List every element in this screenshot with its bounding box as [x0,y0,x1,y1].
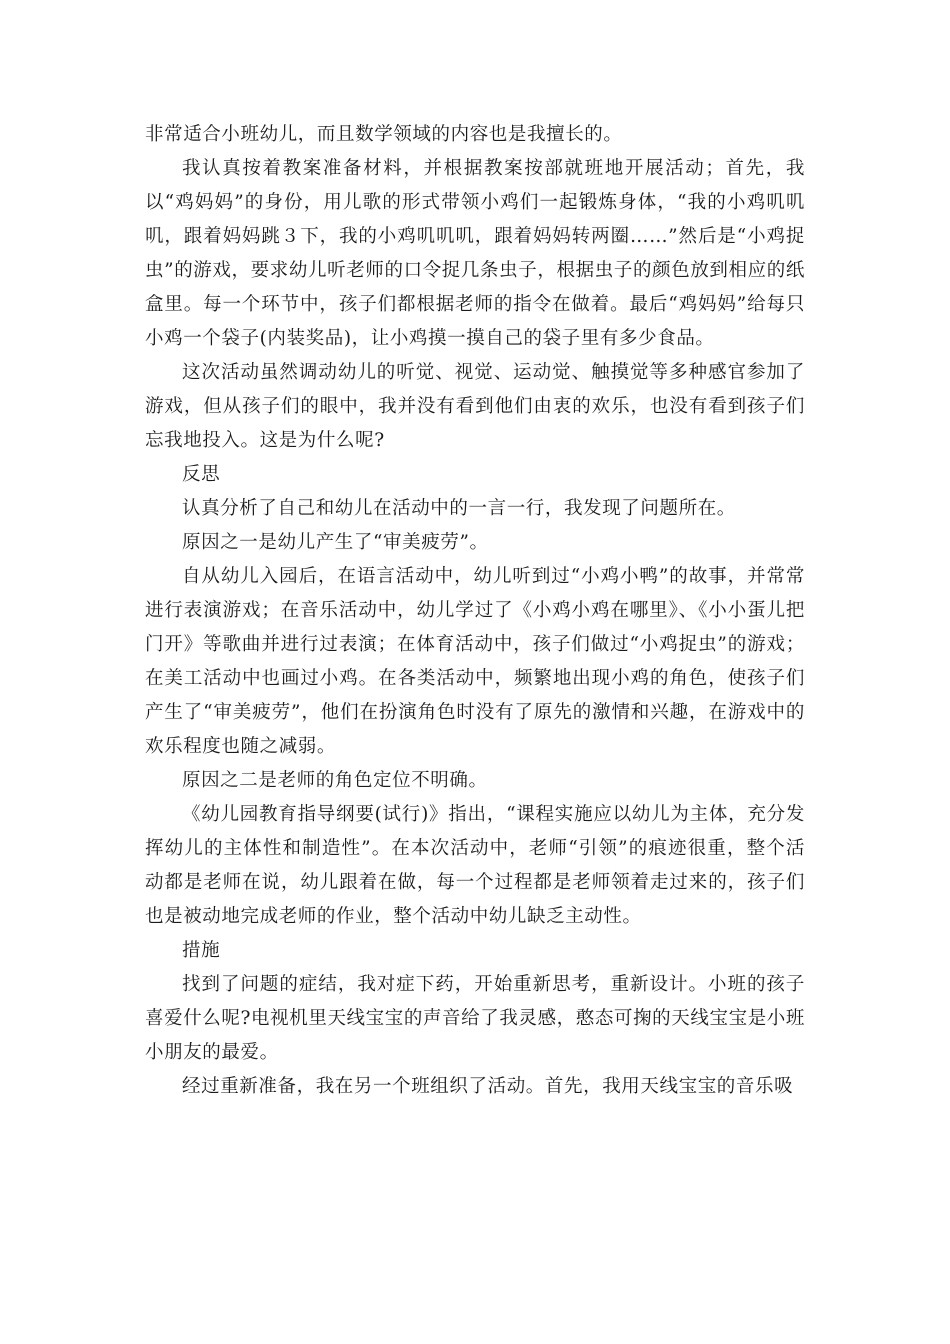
section-heading-reflection: 反思 [182,464,221,485]
paragraph-3: 这次活动虽然调动幼儿的听觉、视觉、运动觉、触摸觉等多种感官参加了游戏，但从孩子们的眼中，我并没有看到他们由衷的欢乐，也没有看到孩子们忘我地投入。这是为什么呢? [145,362,805,451]
paragraph-11: 找到了问题的症结，我对症下药，开始重新思考，重新设计。小班的孩子喜爱什么呢?电视机里天线宝宝的声音给了我灵感，憨态可掬的天线宝宝是小班小朋友的最爱。 [145,974,805,1063]
paragraph-9: 《幼儿园教育指导纲要(试行)》指出，“课程实施应以幼儿为主体，充分发挥幼儿的主体性和制造性”。在本次活动中，老师“引领”的痕迹很重，整个活动都是老师在说，幼儿跟着在做，每一个过程都是老师领着走过来的，孩子们也是被动地完成老师的作业，整个活动中幼儿缺乏主动性。 [145,804,805,927]
paragraph-5: 认真分析了自己和幼儿在活动中的一言一行，我发现了问题所在。 [182,498,736,519]
paragraph-6: 原因之一是幼儿产生了“审美疲劳”。 [182,532,489,553]
document-page [145,118,805,1104]
section-heading-measures: 措施 [182,940,221,961]
paragraph-2: 我认真按着教案准备材料，并根据教案按部就班地开展活动；首先，我以“鸡妈妈”的身份，用儿歌的形式带领小鸡们一起锻炼身体，“我的小鸡叽叽叽，跟着妈妈跳３下，我的小鸡叽叽叽，跟着妈妈转两圈……”然后是“小鸡捉虫”的游戏，要求幼儿听老师的口令捉几条虫子，根据虫子的颜色放到相应的纸盒里。每一个环节中，孩子们都根据老师的指令在做着。最后“鸡妈妈”给每只小鸡一个袋子(内装奖品)，让小鸡摸一摸自己的袋子里有多少食品。 [145,158,805,349]
paragraph-7: 自从幼儿入园后，在语言活动中，幼儿听到过“小鸡小鸭”的故事，并常常进行表演游戏；在音乐活动中，幼儿学过了《小鸡小鸡在哪里》、《小小蛋儿把门开》等歌曲并进行过表演；在体育活动中，孩子们做过“小鸡捉虫”的游戏；在美工活动中也画过小鸡。在各类活动中，频繁地出现小鸡的角色，使孩子们产生了“审美疲劳”，他们在扮演角色时没有了原先的激情和兴趣，在游戏中的欢乐程度也随之减弱。 [145,566,805,757]
paragraph-8: 原因之二是老师的角色定位不明确。 [182,770,488,791]
paragraph-12: 经过重新准备，我在另一个班组织了活动。首先，我用天线宝宝的音乐吸 [182,1076,794,1097]
paragraph-1: 非常适合小班幼儿，而且数学领域的内容也是我擅长的。 [145,124,623,145]
